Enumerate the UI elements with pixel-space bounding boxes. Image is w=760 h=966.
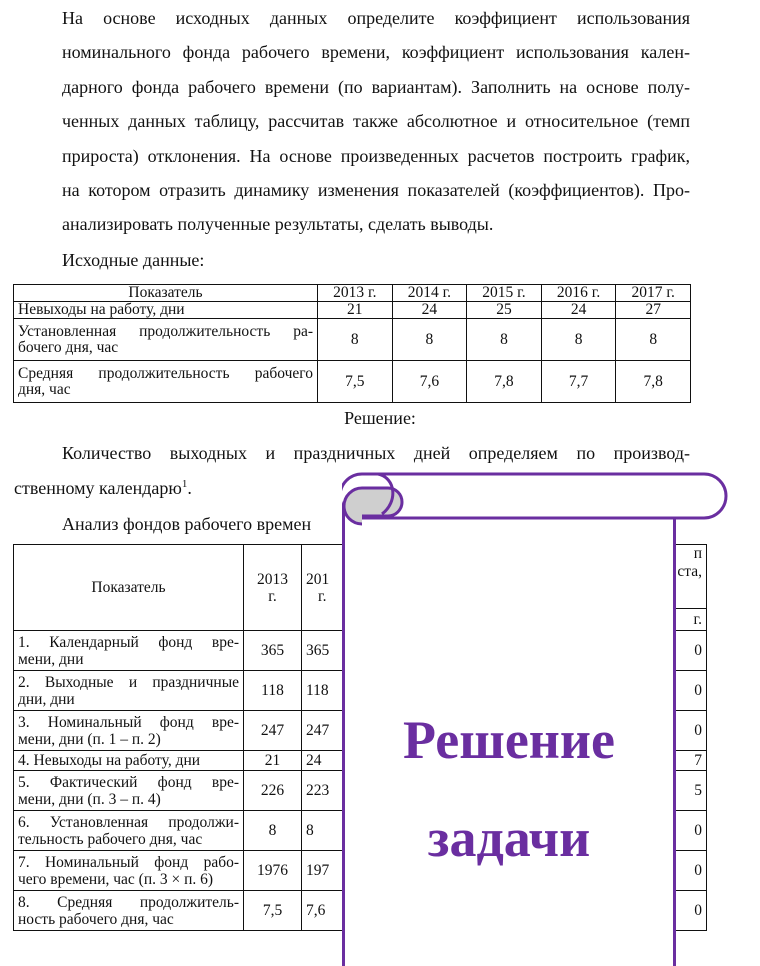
- header-cell: 2015 г.: [467, 285, 542, 302]
- source-data-table: [13, 284, 691, 403]
- table-cell: 25: [467, 302, 542, 319]
- task-paragraph: [14, 1, 690, 242]
- table-cell: 0: [670, 631, 707, 671]
- header-cell: г.: [670, 609, 707, 631]
- solution-scroll-banner[interactable]: [342, 468, 732, 938]
- scroll-roll-icon: [342, 468, 732, 530]
- table-cell: 223: [302, 771, 360, 811]
- table-row: [14, 361, 691, 403]
- analysis-caption: Анализ фондов рабочего времен: [62, 514, 312, 534]
- table-cell: 7,6: [392, 361, 467, 403]
- table-cell: 7,6: [302, 891, 360, 931]
- table-cell: 8: [616, 319, 691, 361]
- table-cell: 24: [302, 751, 360, 771]
- row-label: Невыходы на работу, дни: [14, 302, 318, 319]
- row-label: 4. Невыходы на работу, дни: [14, 751, 244, 771]
- table-cell: 0: [670, 711, 707, 751]
- table-cell: 247: [302, 711, 360, 751]
- table-row: [14, 319, 691, 361]
- table-cell: 8: [467, 319, 542, 361]
- header-cell: 2014 г.: [392, 285, 467, 302]
- table-row: [14, 302, 691, 319]
- table-cell: 365: [244, 631, 302, 671]
- row-label: 8. Средняя продолжитель- ность рабочего дня, час: [14, 891, 244, 931]
- task-line: ченных данных таблицу, рассчитав также абсолютное и относительное (темп: [62, 111, 690, 132]
- table-cell: 7,7: [541, 361, 616, 403]
- task-line: На основе исходных данных определите коэффициент использования: [62, 8, 690, 28]
- table-header-row: [14, 285, 691, 302]
- solution-line-2: ственному календарю$^1$.: [14, 478, 192, 498]
- table-cell: 8: [244, 811, 302, 851]
- header-cell: 201 г.: [302, 545, 360, 631]
- table-cell: 118: [302, 671, 360, 711]
- scroll-title: Решение задачи: [403, 710, 615, 868]
- row-label: 1. Календарный фонд вре- мени, дни: [14, 631, 244, 671]
- header-cell: 2013 г.: [318, 285, 393, 302]
- table-cell: 8: [541, 319, 616, 361]
- table-cell: 0: [670, 671, 707, 711]
- row-label: 3. Номинальный фонд вре- мени, дни (п. 1 – п. 2): [14, 711, 244, 751]
- table-cell: 21: [244, 751, 302, 771]
- header-cell: Показатель: [14, 545, 244, 631]
- table-cell: 118: [244, 671, 302, 711]
- solution-heading: Решение:: [344, 408, 416, 428]
- table-cell: 8: [318, 319, 393, 361]
- table-cell: 8: [392, 319, 467, 361]
- table-cell: 365: [302, 631, 360, 671]
- table-cell: 24: [541, 302, 616, 319]
- row-label: Средняя продолжительность рабочего дня, час: [14, 361, 318, 403]
- scroll-body: [342, 496, 676, 966]
- task-line: прироста) отклонения. На основе произведенных расчетов построить график,: [62, 145, 690, 166]
- table-cell: 1976: [244, 851, 302, 891]
- solution-line-1: Количество выходных и праздничных дней определяем по производ-: [62, 443, 690, 463]
- header-cell: 2017 г.: [616, 285, 691, 302]
- task-line: дарного фонда рабочего времени (по вариантам). Заполнить на основе полу-: [62, 76, 690, 97]
- table-cell: 0: [670, 891, 707, 931]
- header-cell: п ста,: [670, 545, 707, 609]
- task-line: номинального фонда рабочего времени, коэффициент использования кален-: [62, 42, 690, 63]
- task-line: анализировать полученные результаты, сделать выводы.: [62, 214, 494, 235]
- table-cell: 7,5: [318, 361, 393, 403]
- table-cell: 226: [244, 771, 302, 811]
- row-label: 2. Выходные и праздничные дни, дни: [14, 671, 244, 711]
- source-data-label: Исходные данные:: [62, 250, 205, 270]
- table-cell: 7,5: [244, 891, 302, 931]
- table-cell: 0: [670, 811, 707, 851]
- table-cell: 27: [616, 302, 691, 319]
- table-cell: 7,8: [467, 361, 542, 403]
- table-cell: 24: [392, 302, 467, 319]
- row-label: 6. Установленная продолжи- тельность рабочего дня, час: [14, 811, 244, 851]
- table-cell: 7,8: [616, 361, 691, 403]
- row-label: 5. Фактический фонд вре- мени, дни (п. 3 – п. 4): [14, 771, 244, 811]
- table-cell: 247: [244, 711, 302, 751]
- table-cell: 21: [318, 302, 393, 319]
- row-label: Установленная продолжительность ра- бочего дня, час: [14, 319, 318, 361]
- header-cell: 2013 г.: [244, 545, 302, 631]
- row-label: 7. Номинальный фонд рабо- чего времени, час (п. 3 × п. 6): [14, 851, 244, 891]
- table-cell: 5: [670, 771, 707, 811]
- header-cell: 2016 г.: [541, 285, 616, 302]
- table-cell: 7: [670, 751, 707, 771]
- task-line: на котором отразить динамику изменения показателей (коэффициентов). Про-: [62, 180, 690, 201]
- header-cell: Показатель: [14, 285, 318, 302]
- table-cell: 197: [302, 851, 360, 891]
- table-cell: 8: [302, 811, 360, 851]
- footnote-mark: 1: [181, 478, 188, 490]
- table-cell: 0: [670, 851, 707, 891]
